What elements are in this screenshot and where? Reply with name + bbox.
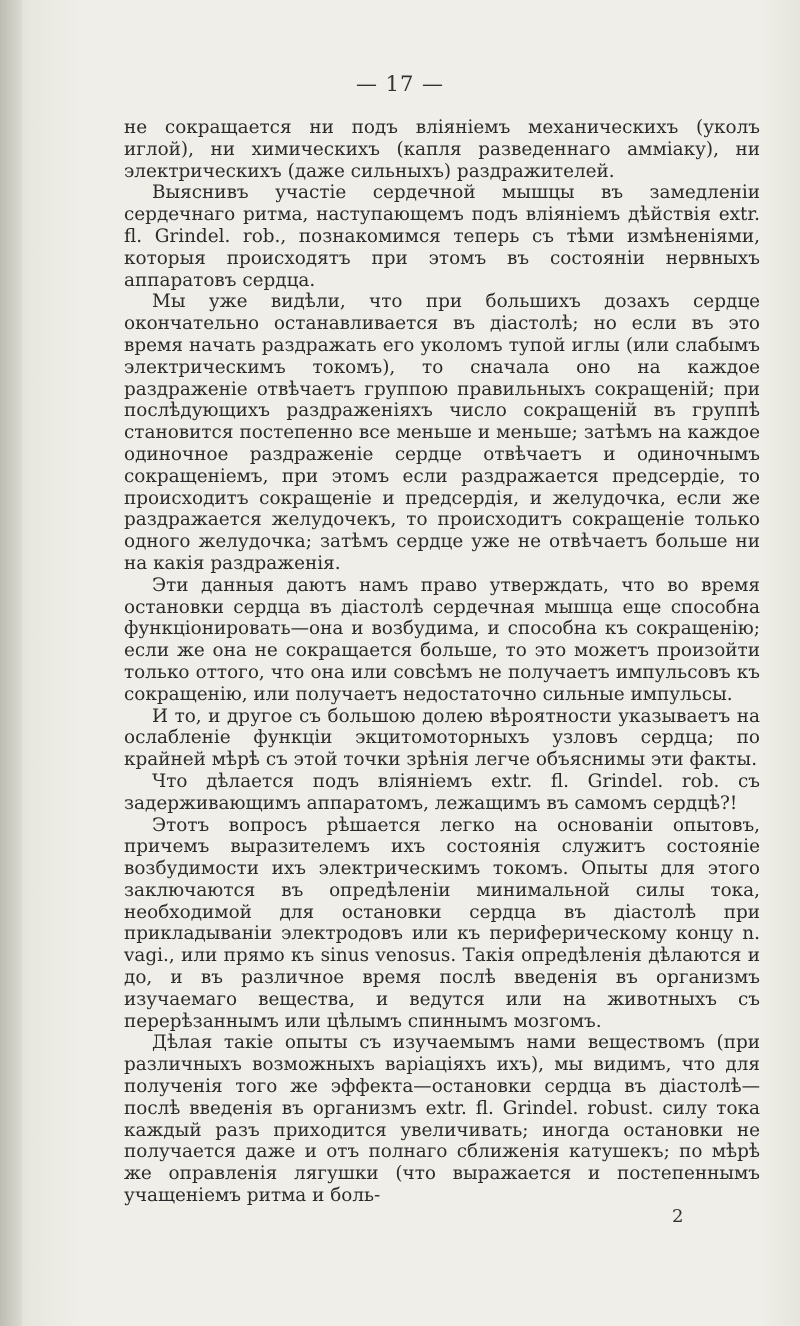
paragraph-5: И то, и другое съ большою долею вѣроятности указываетъ на ослабленіе функціи экцитомоторныхъ узловъ сердца; по крайней мѣрѣ съ этой точки зрѣнія легче объяснимы эти факты. (124, 705, 760, 771)
paragraph-6: Что дѣлается подъ вліяніемъ extr. fl. Grindel. rob. съ задерживающимъ аппаратомъ, лежащимъ въ самомъ сердцѣ?! (124, 770, 760, 814)
paragraph-8: Дѣлая такіе опыты съ изучаемымъ нами веществомъ (при различныхъ возможныхъ варіаціяхъ ихъ), мы видимъ, что для полученія того же эффекта—остановки сердца въ діастолѣ—послѣ введенія въ организмъ extr. fl. Grindel. robust. силу тока каждый разъ приходится увеличивать; иногда остановки не получается даже и отъ полнаго сближенія катушекъ; по мѣрѣ же оправленія лягушки (что выражается и постепеннымъ учащеніемъ ритма и боль- (124, 1032, 760, 1207)
paragraph-1: не сокращается ни подъ вліяніемъ механическихъ (уколъ иглой), ни химическихъ (капля разведеннаго амміаку), ни электрическихъ (даже сильныхъ) раздражителей. (124, 117, 760, 182)
paragraph-4: Эти данныя даютъ намъ право утверждать, что во время остановки сердца въ діастолѣ сердечная мышца еще способна функціонировать—она и возбудима, и способна къ сокращенію; если же она не сокращается больше, то это можетъ произойти только оттого, что она или совсѣмъ не получаетъ импульсовъ къ сокращенію, или получаетъ недостаточно сильные импульсы. (124, 574, 760, 705)
page-number: — 17 — (355, 72, 445, 96)
paragraph-2: Выяснивъ участіе сердечной мышцы въ замедленіи сердечнаго ритма, наступающемъ подъ вліяніемъ дѣйствія extr. fl. Grindel. rob., познакомимся теперь съ тѣми измѣненіями, которыя происходятъ при этомъ въ состояніи нервныхъ аппаратовъ сердца. (124, 182, 760, 291)
page-gutter (0, 0, 22, 1326)
signature-mark: 2 (672, 1206, 684, 1227)
paragraph-3: Мы уже видѣли, что при большихъ дозахъ сердце окончательно останавливается въ діастолѣ; но если въ это время начать раздражать его уколомъ тупой иглы (или слабымъ электрическимъ токомъ), то сначала оно на каждое раздраженіе отвѣчаетъ группою правильныхъ сокращеній; при послѣдующихъ раздраженіяхъ число сокращеній въ группѣ становится постепенно все меньше и меньше; затѣмъ на каждое одиночное раздраженіе сердце отвѣчаетъ и одиночнымъ сокращеніемъ, при этомъ если раздражается предсердіе, то происходитъ сокращеніе и предсердія, и желудочка, если же раздражается желудочекъ, то происходитъ сокращеніе только одного желудочка; затѣмъ сердце уже не отвѣчаетъ больше ни на какія раздраженія. (124, 291, 760, 574)
body-text (124, 117, 760, 1207)
paragraph-7: Этотъ вопросъ рѣшается легко на основаніи опытовъ, причемъ выразителемъ ихъ состоянія служитъ состояніе возбудимости ихъ электрическимъ токомъ. Опыты для этого заключаются въ опредѣленіи минимальной силы тока, необходимой для остановки сердца въ діастолѣ при прикладываніи электродовъ или къ периферическому концу n. vagi., или прямо къ sinus venosus. Такія опредѣленія дѣлаются и до, и въ различное время послѣ введенія въ организмъ изучаемаго вещества, и ведутся или на животныхъ съ перерѣзаннымъ или цѣлымъ спиннымъ мозгомъ. (124, 814, 760, 1032)
